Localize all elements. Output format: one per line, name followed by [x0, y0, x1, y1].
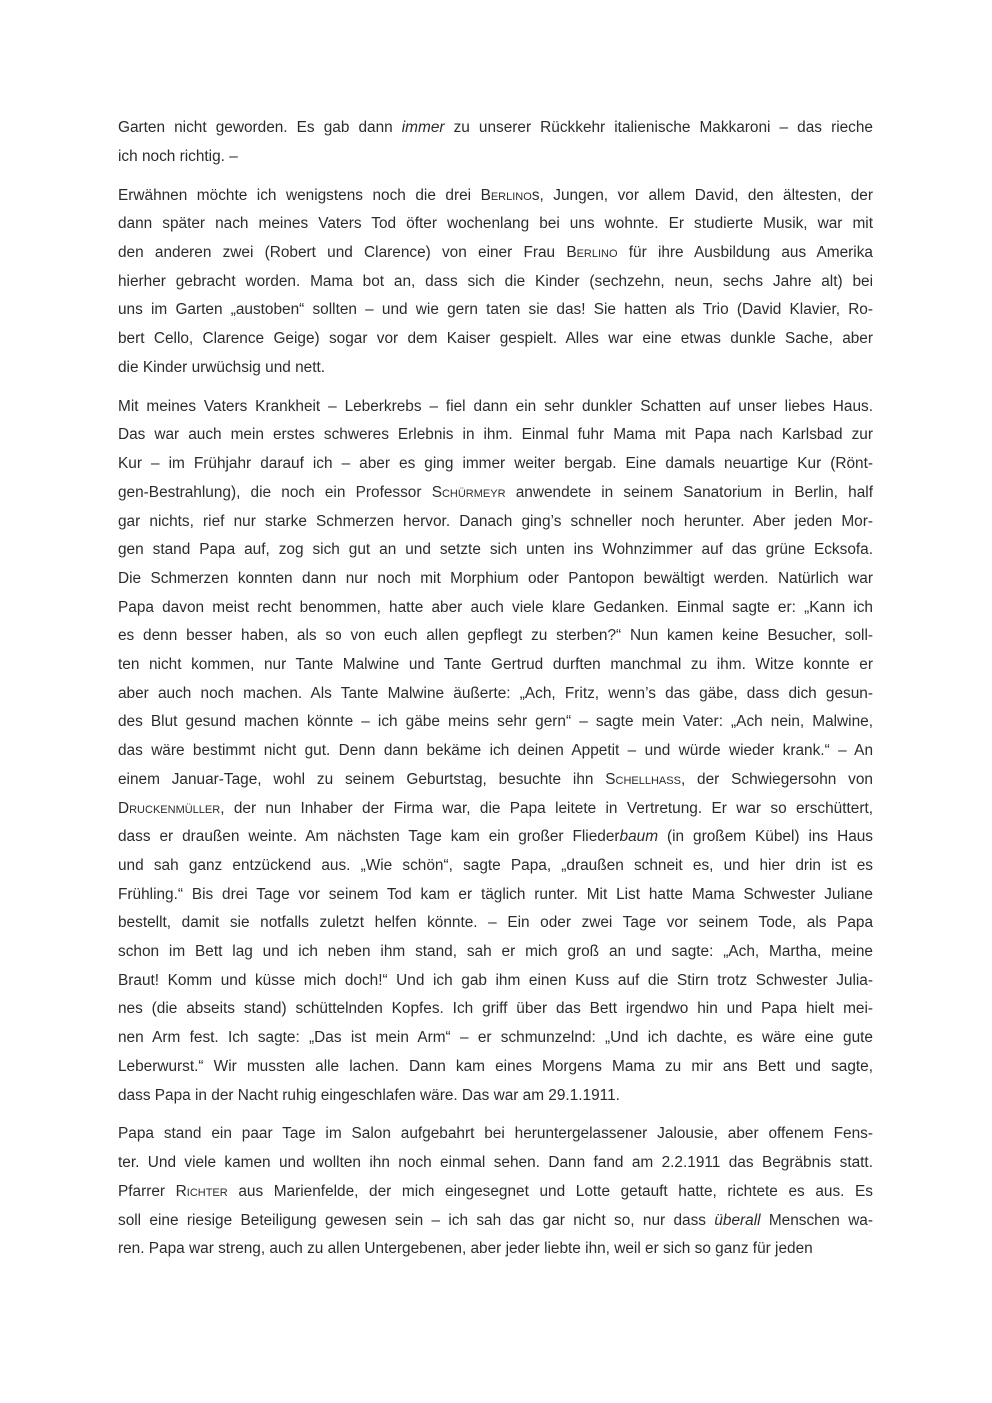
text-run: des Blut gesund machen könnte – ich gäbe meins sehr gern“ – sagte mein Vater: „Ach nein, Malwine,	[118, 713, 873, 731]
text-run: gar nichts, rief nur starke Schmerzen hervor. Danach ging’s schneller noch herunter. Aber jeden Mor-	[118, 512, 873, 530]
name-smallcaps: Schellhaß	[605, 770, 681, 788]
text-line	[118, 118, 873, 138]
text-run: Erwähnen möchte ich wenigstens noch die drei	[118, 186, 481, 204]
text-line	[118, 569, 873, 589]
name-smallcaps: Berlino	[480, 186, 532, 204]
text-run: anwendete in seinem Sanatorium in Berlin, half	[505, 483, 873, 501]
text-run: soll eine riesige Beteiligung gewesen sein – ich sah das gar nicht so, nur dass	[118, 1211, 715, 1229]
text-run: s, Jungen, vor allem David, den ältesten, der	[531, 186, 873, 204]
text-run: das wäre bestimmt nicht gut. Denn dann bekäme ich deinen Appetit – und würde wieder krank.“ – An	[118, 742, 873, 760]
text-line	[118, 483, 873, 503]
text-line	[118, 799, 873, 819]
text-line	[118, 626, 873, 646]
text-run: aus Marienfelde, der mich eingesegnet und Lotte getauft hatte, richtete es aus. Es	[227, 1182, 874, 1200]
text-line	[118, 598, 873, 618]
emphasis-text: überall	[714, 1211, 761, 1229]
text-run: (in großem Kübel) ins Haus	[658, 828, 874, 846]
text-line	[118, 425, 873, 445]
text-run: gen stand Papa auf, zog sich gut an und setzte sich unten ins Wohnzimmer auf das grüne Ecksofa.	[118, 541, 873, 559]
text-run: ter. Und viele kamen und wollten ihn noch einmal sehen. Dann fand am 2.2.1911 das Begräbnis statt.	[118, 1154, 873, 1172]
text-line	[118, 655, 873, 675]
text-line	[118, 885, 873, 905]
text-line	[118, 712, 873, 732]
text-run: ich noch richtig. –	[118, 147, 238, 165]
text-line	[118, 856, 873, 876]
text-run: den anderen zwei (Robert und Clarence) von einer Frau	[118, 244, 567, 261]
text-line	[118, 1057, 873, 1077]
text-run: aber auch noch machen. Als Tante Malwine äußerte: „Ach, Fritz, wenn’s das gäbe, dass dich gesun-	[118, 684, 873, 702]
text-line	[118, 147, 873, 167]
text-run: Garten nicht geworden. Es gab dann	[118, 119, 402, 136]
text-run: schon im Bett lag und ich neben ihm stand, sah er mich groß an und sagte: „Ach, Martha, meine	[118, 943, 873, 960]
text-line	[118, 272, 873, 292]
text-line	[118, 684, 873, 704]
text-line	[118, 243, 873, 263]
text-line	[118, 454, 873, 474]
text-run: dass er draußen weinte. Am nächsten Tage kam ein großer Flieder	[118, 828, 620, 846]
text-line	[118, 1182, 873, 1202]
text-run: bestellt, damit sie notfalls zuletzt helfen könnte. – Ein oder zwei Tage vor seinem Tode, als Papa	[118, 914, 873, 932]
text-run: Kur – im Frühjahr darauf ich – aber es ging immer weiter bergab. Eine damals neuartige Kur (Rönt-	[118, 455, 873, 473]
text-run: bert Cello, Clarence Geige) sogar vor dem Kaiser gespielt. Alles war eine etwas dunkle Sache, aber	[118, 330, 873, 348]
text-line	[118, 999, 873, 1019]
text-run: Papa davon meist recht benommen, hatte aber auch viele klare Gedanken. Einmal sagte er: „Kann ich	[118, 598, 873, 616]
text-run: zu unserer Rückkehr italienische Makkaroni – das rieche	[444, 119, 873, 136]
text-run: hierher gebracht worden. Mama bot an, dass sich die Kinder (sechzehn, neun, sechs Jahre alt) bei	[118, 272, 873, 290]
name-smallcaps: Schürmeyr	[431, 483, 506, 501]
text-run: Pfarrer	[118, 1182, 176, 1200]
text-line	[118, 329, 873, 349]
text-run: Mit meines Vaters Krankheit – Leberkrebs – fiel dann ein sehr dunkler Schatten auf unser liebes Haus.	[118, 397, 873, 415]
text-line	[118, 770, 873, 790]
name-smallcaps: Druckenmüller	[118, 799, 221, 817]
text-run: Leberwurst.“ Wir mussten alle lachen. Dann kam eines Morgens Mama zu mir ans Bett und sagte,	[118, 1057, 873, 1075]
text-run: ten nicht kommen, nur Tante Malwine und Tante Gertrud durften manchmal zu ihm. Witze konnte er	[118, 656, 873, 673]
text-run: die Kinder urwüchsig und nett.	[118, 358, 326, 376]
text-run: einem Januar-Tage, wohl zu seinem Geburtstag, besuchte ihn	[118, 770, 606, 788]
text-run: nes (die abseits stand) schüttelnden Kopfes. Ich griff über das Bett irgendwo hin und Papa hielt mei-	[118, 1000, 873, 1018]
text-run: Das war auch mein erstes schweres Erlebnis in ihm. Einmal fuhr Mama mit Papa nach Karlsbad zur	[118, 426, 873, 444]
text-line	[118, 1239, 873, 1259]
text-line	[118, 1028, 873, 1048]
text-run: gen-Bestrahlung), die noch ein Professor	[118, 483, 432, 501]
text-run: nen Arm fest. Ich sagte: „Das ist mein Arm“ – er schmunzelnd: „Und ich dachte, es wäre eine gute	[118, 1029, 873, 1047]
text-run: dass Papa in der Nacht ruhig eingeschlafen wäre. Das war am 29.1.1911.	[118, 1086, 620, 1104]
text-line	[118, 540, 873, 560]
text-run: Die Schmerzen konnten dann nur noch mit Morphium oder Pantopon bewältigt werden. Natürlich war	[118, 569, 873, 587]
text-line	[118, 971, 873, 991]
text-run: , der nun Inhaber der Firma war, die Papa leitete in Vertretung. Er war so erschüttert,	[220, 799, 873, 817]
text-line	[118, 942, 873, 962]
text-line	[118, 512, 873, 532]
text-line	[118, 1211, 873, 1231]
text-run: ren. Papa war streng, auch zu allen Untergebenen, aber jeder liebte ihn, weil er sich so ganz für jeden	[118, 1240, 813, 1258]
emphasis-text: baum	[619, 828, 659, 846]
emphasis-text: immer	[401, 119, 445, 136]
text-line	[118, 300, 873, 320]
text-run: Papa stand ein paar Tage im Salon aufgebahrt bei heruntergelassener Jalousie, aber offenem Fens-	[118, 1125, 873, 1143]
text-line	[118, 1153, 873, 1173]
text-run: Menschen wa-	[760, 1211, 873, 1229]
text-line	[118, 741, 873, 761]
text-line	[118, 397, 873, 417]
text-run: Braut! Komm und küsse mich doch!“ Und ich gab ihm einen Kuss auf die Stirn trotz Schwester Julia-	[118, 971, 873, 989]
text-run: , der Schwiegersohn von	[680, 770, 873, 788]
text-line	[118, 1086, 873, 1106]
text-run: Frühling.“ Bis drei Tage vor seinem Tod kam er täglich runter. Mit List hatte Mama Schwester Juliane	[118, 885, 873, 903]
text-run: dann später nach meines Vaters Tod öfter wochenlang bei uns wohnte. Er studierte Musik, war mit	[118, 215, 873, 233]
text-line	[118, 913, 873, 933]
text-run: uns im Garten „austoben“ sollten – und wie gern taten sie das! Sie hatten als Trio (David Klavier, Ro-	[118, 301, 873, 319]
text-run: für ihre Ausbildung aus Amerika	[617, 244, 873, 261]
text-run: es denn besser haben, als so von euch allen gepflegt zu sterben?“ Nun kamen keine Besucher, soll-	[118, 627, 873, 645]
text-line	[118, 186, 873, 206]
text-line	[118, 827, 873, 847]
name-smallcaps: Berlino	[566, 244, 618, 261]
text-line	[118, 358, 873, 378]
name-smallcaps: Richter	[175, 1182, 228, 1200]
text-run: und sah ganz entzückend aus. „Wie schön“, sagte Papa, „draußen schneit es, und hier drin ist es	[118, 856, 873, 874]
text-line	[118, 1124, 873, 1144]
text-line	[118, 214, 873, 234]
